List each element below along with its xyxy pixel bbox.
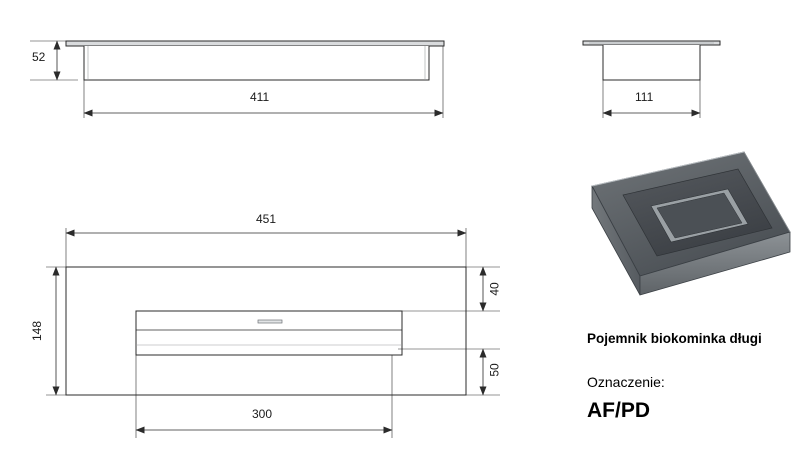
dimension-plan-inner-width: 300 — [252, 407, 273, 421]
dimension-plan-overall-width: 451 — [256, 212, 277, 226]
marking-label-caption: Oznaczenie: — [587, 374, 665, 390]
dimension-front-height: 52 — [32, 50, 46, 64]
dimension-plan-front-offset: 40 — [487, 282, 502, 296]
top-plan-geometry — [66, 267, 466, 395]
plan-width-dimension — [66, 228, 466, 270]
marking-code-caption: AF/PD — [587, 399, 650, 422]
dimension-plan-rear-offset: 50 — [487, 363, 502, 377]
front-elevation-geometry — [66, 41, 444, 80]
dimension-side-width: 111 — [635, 90, 654, 104]
isometric-geometry — [592, 152, 790, 295]
dimension-plan-overall-depth: 148 — [30, 320, 45, 342]
product-name-caption: Pojemnik biokominka długi — [587, 331, 762, 346]
dimension-front-inner-width: 411 — [250, 90, 270, 104]
side-elevation-geometry — [583, 41, 720, 80]
